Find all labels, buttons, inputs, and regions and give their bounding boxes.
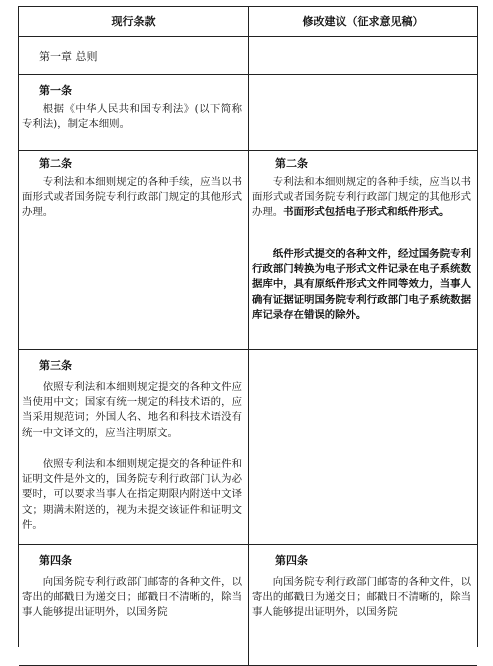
article-4-text: 向国务院专利行政部门邮寄的各种文件，以寄出的邮戳日为递交日；邮戳日不清晰的，除当事人能够提出证明外，以国务院 — [22, 576, 242, 619]
chapter-proposed-cell — [249, 37, 477, 74]
article-4-heading: 第四条 — [39, 554, 72, 567]
article-4-proposed-heading: 第四条 — [275, 554, 308, 567]
article-2-heading: 第二条 — [39, 157, 72, 170]
header-row — [19, 7, 477, 37]
article-2-proposed-para2: 纸件形式提交的各种文件，经过国务院专利行政部门转换为电子形式文件记录在电子系统数据库中，具有原纸件形式文件同等效力，当事人确有证据证明国务院专利行政部门电子系统数据库记录存在错误的除外。 — [252, 248, 471, 321]
article-2-text: 专利法和本细则规定的各种手续，应当以书面形式或者国务院专利行政部门规定的其他形式办理。 — [22, 176, 242, 219]
article-1-row — [19, 75, 477, 151]
header-proposed-changes: 修改建议（征求意见稿） — [302, 15, 424, 28]
article-1-heading: 第一条 — [39, 84, 72, 97]
article-1-proposed-cell — [249, 75, 477, 150]
article-3-proposed-cell — [249, 350, 477, 544]
article-2-proposed-heading: 第二条 — [275, 157, 308, 170]
article-3-row — [19, 350, 477, 545]
comparison-table — [18, 6, 478, 647]
article-4-proposed-text: 向国务院专利行政部门邮寄的各种文件，以寄出的邮戳日为递交日；邮戳日不清晰的，除当事人能够提出证明外，以国务院 — [252, 576, 471, 619]
header-current-terms: 现行条款 — [111, 15, 156, 28]
chapter-title: 第一章 总则 — [39, 50, 98, 63]
article-2-row — [19, 151, 477, 350]
article-1-text: 根据《中华人民共和国专利法》(以下简称专利法)，制定本细则。 — [22, 103, 242, 131]
article-2-proposed-added: 书面形式包括电子形式和纸件形式。 — [283, 206, 450, 219]
chapter-row — [19, 37, 477, 75]
article-2-proposed-original: 专利法和本细则规定的各种手续，应当以书面形式或者国务院专利行政部门规定的其他形式办理。 — [252, 176, 471, 219]
article-3-para2: 依照专利法和本细则规定提交的各种证件和证明文件是外文的，国务院专利行政部门认为必要时，可以要求当事人在指定期限内附送中文译文；期满未附送的，视为未提交该证件和证明文件。 — [22, 458, 242, 531]
article-2-proposed-text — [252, 175, 471, 221]
article-4-row — [19, 545, 477, 666]
article-3-heading: 第三条 — [39, 359, 72, 372]
article-3-para1: 依照专利法和本细则规定提交的各种文件应当使用中文；国家有统一规定的科技术语的，应当采用规范词；外国人名、地名和科技术语没有统一中文译文的，应当注明原文。 — [22, 381, 242, 439]
